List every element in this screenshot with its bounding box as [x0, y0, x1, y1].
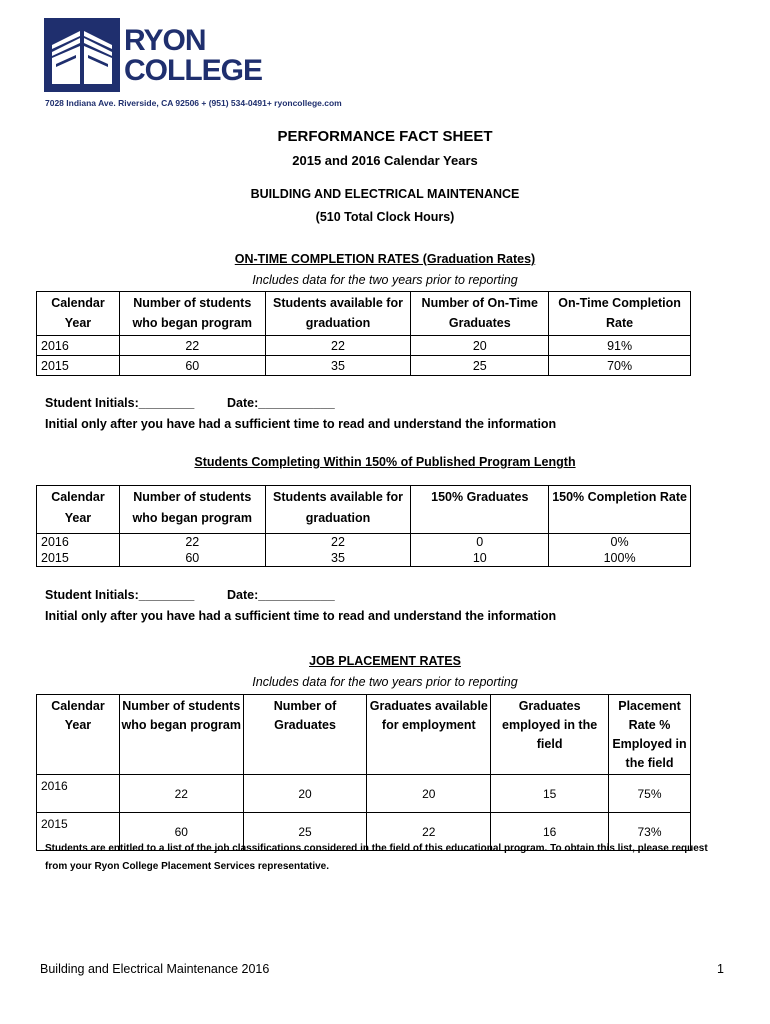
- table-row: [37, 356, 691, 376]
- table-cell: 2016: [37, 336, 120, 356]
- page-number: 1: [717, 962, 724, 976]
- table-cell: 20: [411, 336, 549, 356]
- table-cell: 20: [243, 775, 367, 813]
- initials-instruction: Initial only after you have had a sufficient time to read and understand the information: [45, 609, 557, 623]
- section2-title: Students Completing Within 150% of Published Program Length: [194, 455, 576, 469]
- table-cell: 22: [119, 775, 243, 813]
- table-cell: 60: [119, 813, 243, 851]
- table-cell: 35: [265, 356, 411, 376]
- col-header: Calendar Year: [37, 695, 120, 775]
- section1-title: ON-TIME COMPLETION RATES (Graduation Rates): [234, 252, 536, 266]
- col-header: Students available for graduation: [265, 292, 411, 336]
- table-cell: 25: [411, 356, 549, 376]
- date-label: Date:___________: [227, 588, 335, 602]
- job-placement-table: [36, 694, 691, 851]
- page-title: PERFORMANCE FACT SHEET: [277, 128, 493, 145]
- table-cell: 2016: [37, 775, 120, 813]
- col-header: Number of Graduates: [243, 695, 367, 775]
- table-cell: 22: [265, 336, 411, 356]
- col-header: Number of students who began program: [119, 292, 265, 336]
- student-initials-line: [45, 396, 335, 410]
- table-cell: 22: [119, 336, 265, 356]
- table-cell: 25: [243, 813, 367, 851]
- clock-hours: (510 Total Clock Hours): [315, 210, 455, 224]
- section3-title: JOB PLACEMENT RATES: [309, 654, 461, 668]
- student-initials-line: [45, 588, 335, 602]
- table-row: [37, 336, 691, 356]
- col-header: Calendar Year: [37, 292, 120, 336]
- col-header: Graduates available for employment: [367, 695, 491, 775]
- table-cell: 60: [119, 356, 265, 376]
- table-row: [37, 775, 691, 813]
- table-cell: 2016: [37, 534, 120, 551]
- table-header-row: [37, 292, 691, 336]
- initials-instruction: Initial only after you have had a sufficient time to read and understand the information: [45, 417, 557, 431]
- table-cell: 2015: [37, 813, 120, 851]
- table-cell: 100%: [549, 550, 691, 567]
- table-cell: 35: [265, 550, 411, 567]
- col-header: On-Time Completion Rate: [549, 292, 691, 336]
- col-header: 150% Completion Rate: [549, 486, 691, 534]
- col-header: Number of On-Time Graduates: [411, 292, 549, 336]
- initials-label: Student Initials:________: [45, 396, 195, 410]
- program-name: BUILDING AND ELECTRICAL MAINTENANCE: [250, 187, 520, 201]
- date-label: Date:___________: [227, 396, 335, 410]
- placement-note: Students are entitled to a list of the job classifications considered in the field of this educational program. To obtain this list, please request from your Ryon College Placement Services representative.: [45, 843, 708, 872]
- section1-subtitle: Includes data for the two years prior to reporting: [252, 273, 518, 287]
- table-cell: 20: [367, 775, 491, 813]
- col-header: Calendar Year: [37, 486, 120, 534]
- section3-subtitle: Includes data for the two years prior to reporting: [252, 675, 518, 689]
- table-row: [37, 550, 691, 567]
- table-cell: 2015: [37, 550, 120, 567]
- table-cell: 75%: [609, 775, 691, 813]
- logo-line2: COLLEGE: [124, 54, 263, 87]
- calendar-years: 2015 and 2016 Calendar Years: [292, 153, 478, 168]
- table-cell: 70%: [549, 356, 691, 376]
- col-header: Graduates employed in the field: [491, 695, 609, 775]
- initials-label: Student Initials:________: [45, 588, 195, 602]
- logo-wordmark: [124, 26, 262, 86]
- table-cell: 0: [411, 534, 549, 551]
- ryon-college-logo: [44, 18, 263, 96]
- table-cell: 0%: [549, 534, 691, 551]
- col-header: Number of students who began program: [119, 695, 243, 775]
- table-row: [37, 534, 691, 551]
- col-header: Students available for graduation: [265, 486, 411, 534]
- col-header: 150% Graduates: [411, 486, 549, 534]
- table-header-row: [37, 486, 691, 534]
- table-cell: 2015: [37, 356, 120, 376]
- completion-150-table: [36, 485, 691, 567]
- table-cell: 22: [119, 534, 265, 551]
- table-cell: 22: [367, 813, 491, 851]
- table-cell: 91%: [549, 336, 691, 356]
- table-cell: 60: [119, 550, 265, 567]
- table-cell: 10: [411, 550, 549, 567]
- footer-title: Building and Electrical Maintenance 2016: [40, 962, 270, 976]
- open-book-logo-icon: [44, 18, 120, 92]
- table-cell: 16: [491, 813, 609, 851]
- table-cell: 15: [491, 775, 609, 813]
- table-cell: 73%: [609, 813, 691, 851]
- col-header: Number of students who began program: [119, 486, 265, 534]
- address-line: 7028 Indiana Ave. Riverside, CA 92506 + (951) 534-0491+ ryoncollege.com: [45, 98, 342, 108]
- table-cell: 22: [265, 534, 411, 551]
- table-header-row: [37, 695, 691, 775]
- col-header: Placement Rate % Employed in the field: [609, 695, 691, 775]
- on-time-completion-table: [36, 291, 691, 376]
- logo-line1: RYON: [124, 24, 206, 57]
